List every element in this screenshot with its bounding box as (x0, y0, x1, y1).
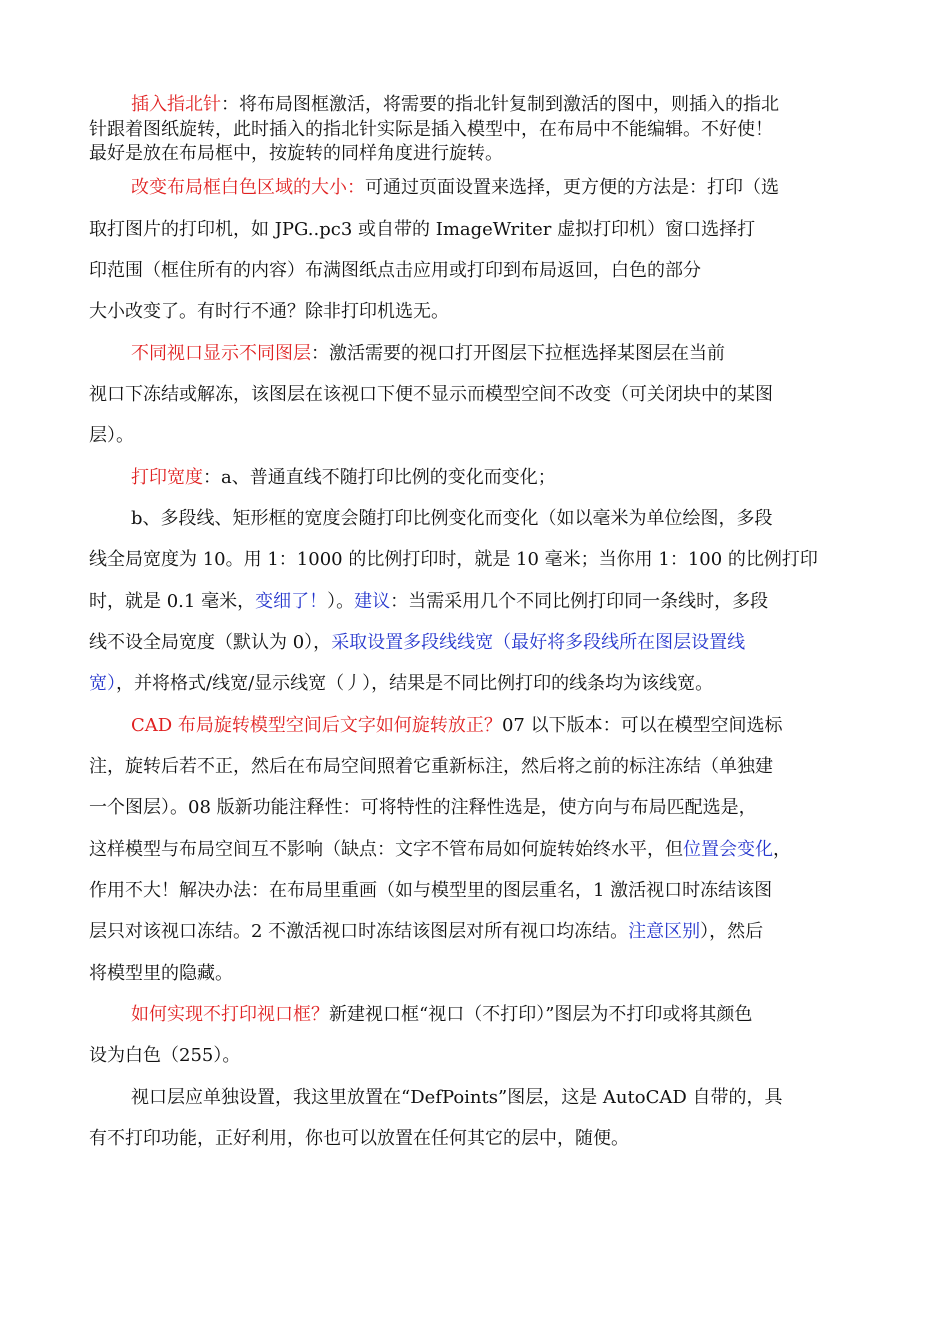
p6-line2: 注，旋转后若不正，然后在布局空间照着它重新标注，然后将之前的标注冻结（单独建 (89, 756, 773, 777)
p5-text-d: 线不设全局宽度（默认为 0）， (89, 632, 332, 653)
p2-line1 (131, 177, 779, 199)
p6-line7: 将模型里的隐藏。 (89, 963, 233, 984)
p7-line1 (131, 1004, 752, 1026)
p3-line2: 视口下冻结或解冻，该图层在该视口下便不显示而模型空间不改变（可关闭块中的某图 (89, 384, 773, 405)
heading-viewport-layers: 不同视口显示不同图层 (131, 343, 311, 364)
p5-text-a: 时，就是 0.1 毫米， (89, 591, 256, 612)
p5-line3 (89, 591, 768, 613)
p5-text-c: ：当需采用几个不同比例打印同一条线时，多段 (390, 591, 769, 612)
p6-line5: 作用不大！解决办法：在布局里重画（如与模型里的图层重名，1 激活视口时冻结该图 (89, 880, 773, 901)
highlight-thinner: 变细了！ (255, 591, 328, 612)
p5-line2: 线全局宽度为 10。用 1：1000 的比例打印时，就是 10 毫米；当你用 1：100 的比例打印 (89, 549, 818, 570)
p4-line1 (131, 467, 556, 489)
p6-line4 (89, 839, 791, 861)
p3-line1 (131, 343, 725, 365)
highlight-note-difference: 注意区别 (628, 921, 701, 942)
highlight-position-changes: 位置会变化 (683, 839, 773, 860)
p3-line3: 层）。 (89, 425, 134, 446)
highlight-lineweight-setting: 采取设置多段线线宽（最好将多段线所在图层设置线 (331, 632, 746, 653)
heading-print-width: 打印宽度 (131, 467, 203, 488)
p6-text: 07 以下版本：可以在模型空间选标 (501, 715, 783, 736)
p6-text-b: ， (773, 839, 791, 860)
p2-line4: 大小改变了。有时行不通？除非打印机选无。 (89, 301, 449, 322)
p1-line3: 最好是放在布局框中，按旋转的同样角度进行旋转。 (89, 143, 503, 164)
p5-line5 (89, 673, 713, 695)
p6-line1 (131, 715, 783, 737)
p6-line6 (89, 921, 763, 943)
p5-line1: b、多段线、矩形框的宽度会随打印比例变化而变化（如以毫米为单位绘图，多段 (131, 508, 773, 529)
heading-layout-white-area: 改变布局框白色区域的大小： (131, 177, 365, 198)
p2-line2: 取打图片的打印机，如 JPG..pc3 或自带的 ImageWriter 虚拟打印机）窗口选择打 (89, 219, 756, 240)
p1-line1 (131, 94, 779, 116)
highlight-suggestion: 建议 (354, 591, 391, 612)
highlight-lineweight-end: 宽） (89, 673, 116, 694)
p5-line4 (89, 632, 745, 654)
p1-line2: 针跟着图纸旋转，此时插入的指北针实际是插入模型中，在布局中不能编辑。不好使！ (89, 119, 773, 140)
p8-line2: 有不打印功能，正好利用，你也可以放置在任何其它的层中，随便。 (89, 1128, 629, 1149)
heading-no-print-viewport: 如何实现不打印视口框？ (131, 1004, 329, 1025)
p6-text-a: 这样模型与布局空间互不影响（缺点：文字不管布局如何旋转始终水平，但 (89, 839, 683, 860)
p4-text: ：a、普通直线不随打印比例的变化而变化； (203, 467, 556, 488)
p5-text-e: ，并将格式/线宽/显示线宽（丿），结果是不同比例打印的线条均为该线宽。 (116, 673, 714, 694)
p6-text-c: 层只对该视口冻结。2 不激活视口时冻结该图层对所有视口均冻结。 (89, 921, 629, 942)
heading-insert-north-arrow: 插入指北针 (131, 94, 221, 115)
p1-text: ：将布局图框激活，将需要的指北针复制到激活的图中，则插入的指北 (221, 94, 779, 115)
p7-line2: 设为白色（255）。 (89, 1045, 241, 1066)
p6-line3: 一个图层）。08 版新功能注释性：可将特性的注释性选是，使方向与布局匹配选是， (89, 797, 757, 818)
p3-text: ：激活需要的视口打开图层下拉框选择某图层在当前 (311, 343, 725, 364)
p7-text: 新建视口框“视口（不打印）”图层为不打印或将其颜色 (329, 1004, 753, 1025)
p6-text-d: ），然后 (700, 921, 764, 942)
p8-line1: 视口层应单独设置，我这里放置在“DefPoints”图层，这是 AutoCAD 自带的，具 (131, 1087, 783, 1108)
heading-cad-text-rotation: CAD 布局旋转模型空间后文字如何旋转放正？ (131, 715, 502, 736)
p2-line3: 印范围（框住所有的内容）布满图纸点击应用或打印到布局返回，白色的部分 (89, 260, 701, 281)
p2-text: 可通过页面设置来选择，更方便的方法是：打印（选 (365, 177, 779, 198)
p5-text-b: ）。 (327, 591, 355, 612)
